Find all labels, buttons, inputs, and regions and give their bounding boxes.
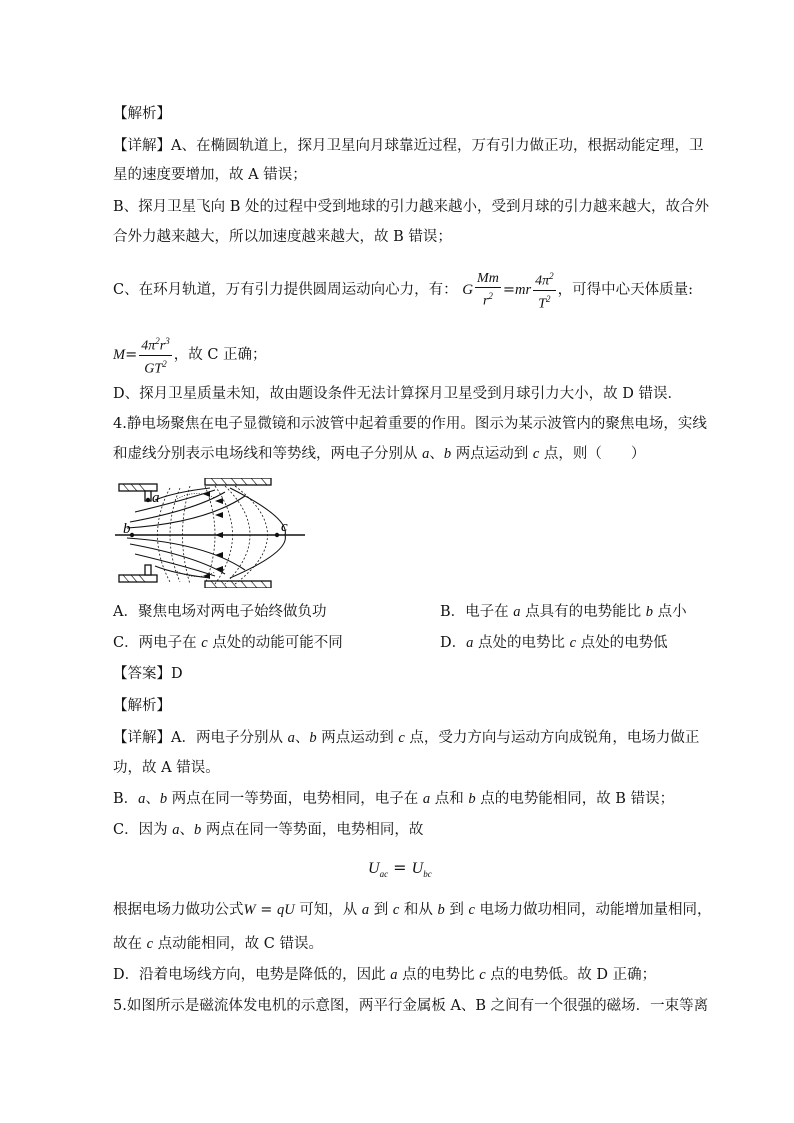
detail-line: B、探月卫星飞向 B 处的过程中受到地球的引力越来越小，受到月球的引力越来越大，故合外: [113, 199, 710, 215]
detail-line: 合外力越来越大，所以加速度越来越大，故 B 错误；: [113, 229, 452, 245]
focusing-field-figure: [115, 478, 305, 588]
detail-line: D、探月卫星质量未知，故由题设条件无法计算探月卫星受到月球引力大小，故 D 错误．: [113, 386, 682, 402]
question-4-stem: 4.静电场聚焦在电子显微镜和示波管中起着重要的作用。图示为某示波管内的聚焦电场，实线: [113, 416, 707, 432]
detail-line: D．沿着电场线方向，电势是降低的，因此 a 点的电势比 c 点的电势低。故 D 正确；: [113, 967, 657, 983]
figure-label-a: a: [152, 490, 160, 506]
detail-line: 根据电场力做功公式W = qU 可知，从 a 到 c 和从 b 到 c 电场力做功相同，动能增加量相同，: [113, 902, 712, 918]
detail-line-formula: C、在环月轨道，万有引力提供圆周运动向心力，有： G $\frac{Mm}{r^2}$ =mr $\frac{4\pi^2}{T^2}$ ，可得中心天体质量:: [113, 268, 693, 312]
figure-label-c: c: [281, 519, 288, 535]
question-5-stem: 5.如图所示是磁流体发电机的示意图，两平行金属板 A、B 之间有一个很强的磁场．一束等离: [113, 998, 709, 1014]
detail-line: 【详解】A．两电子分别从 a、b 两点运动到 c 点，受力方向与运动方向成锐角，电场力做正: [113, 730, 700, 746]
detail-line: 【详解】A、在椭圆轨道上，探月卫星向月球靠近过程，万有引力做正功，根据动能定理，卫: [113, 138, 704, 154]
detail-line: 功，故 A 错误。: [113, 760, 220, 776]
answer: 【答案】D: [113, 666, 183, 682]
question-4-stem: 和虚线分别表示电场线和等势线，两电子分别从 a、b 两点运动到 c 点，则（ ）: [113, 446, 646, 462]
option-c: C．两电子在 c 点处的动能可能不同: [113, 635, 343, 651]
analysis-heading: 【解析】: [113, 698, 171, 714]
option-d: D．a 点处的电势比 c 点处的电势低: [440, 635, 668, 651]
detail-line: 故在 c 点动能相同，故 C 错误。: [113, 936, 323, 952]
option-b: B．电子在 a 点具有的电势能比 b 点小: [440, 604, 687, 620]
analysis-heading: 【解析】: [113, 106, 171, 122]
equation-uac-ubc: $U_{ac} = U_{bc}$: [368, 858, 432, 880]
option-a: A．聚焦电场对两电子始终做负功: [113, 604, 327, 620]
detail-line-formula: M= $\frac{4\pi^2r^3}{GT^2}$ ，故 C 正确；: [113, 333, 267, 377]
detail-line: C．因为 a、b 两点在同一等势面，电势相同，故: [113, 822, 424, 838]
figure-label-b: b: [123, 521, 131, 537]
detail-line: B．a、b 两点在同一等势面，电势相同，电子在 a 点和 b 点的电势能相同，故 B 错误；: [113, 791, 675, 807]
detail-line: 星的速度要增加，故 A 错误；: [113, 167, 307, 183]
